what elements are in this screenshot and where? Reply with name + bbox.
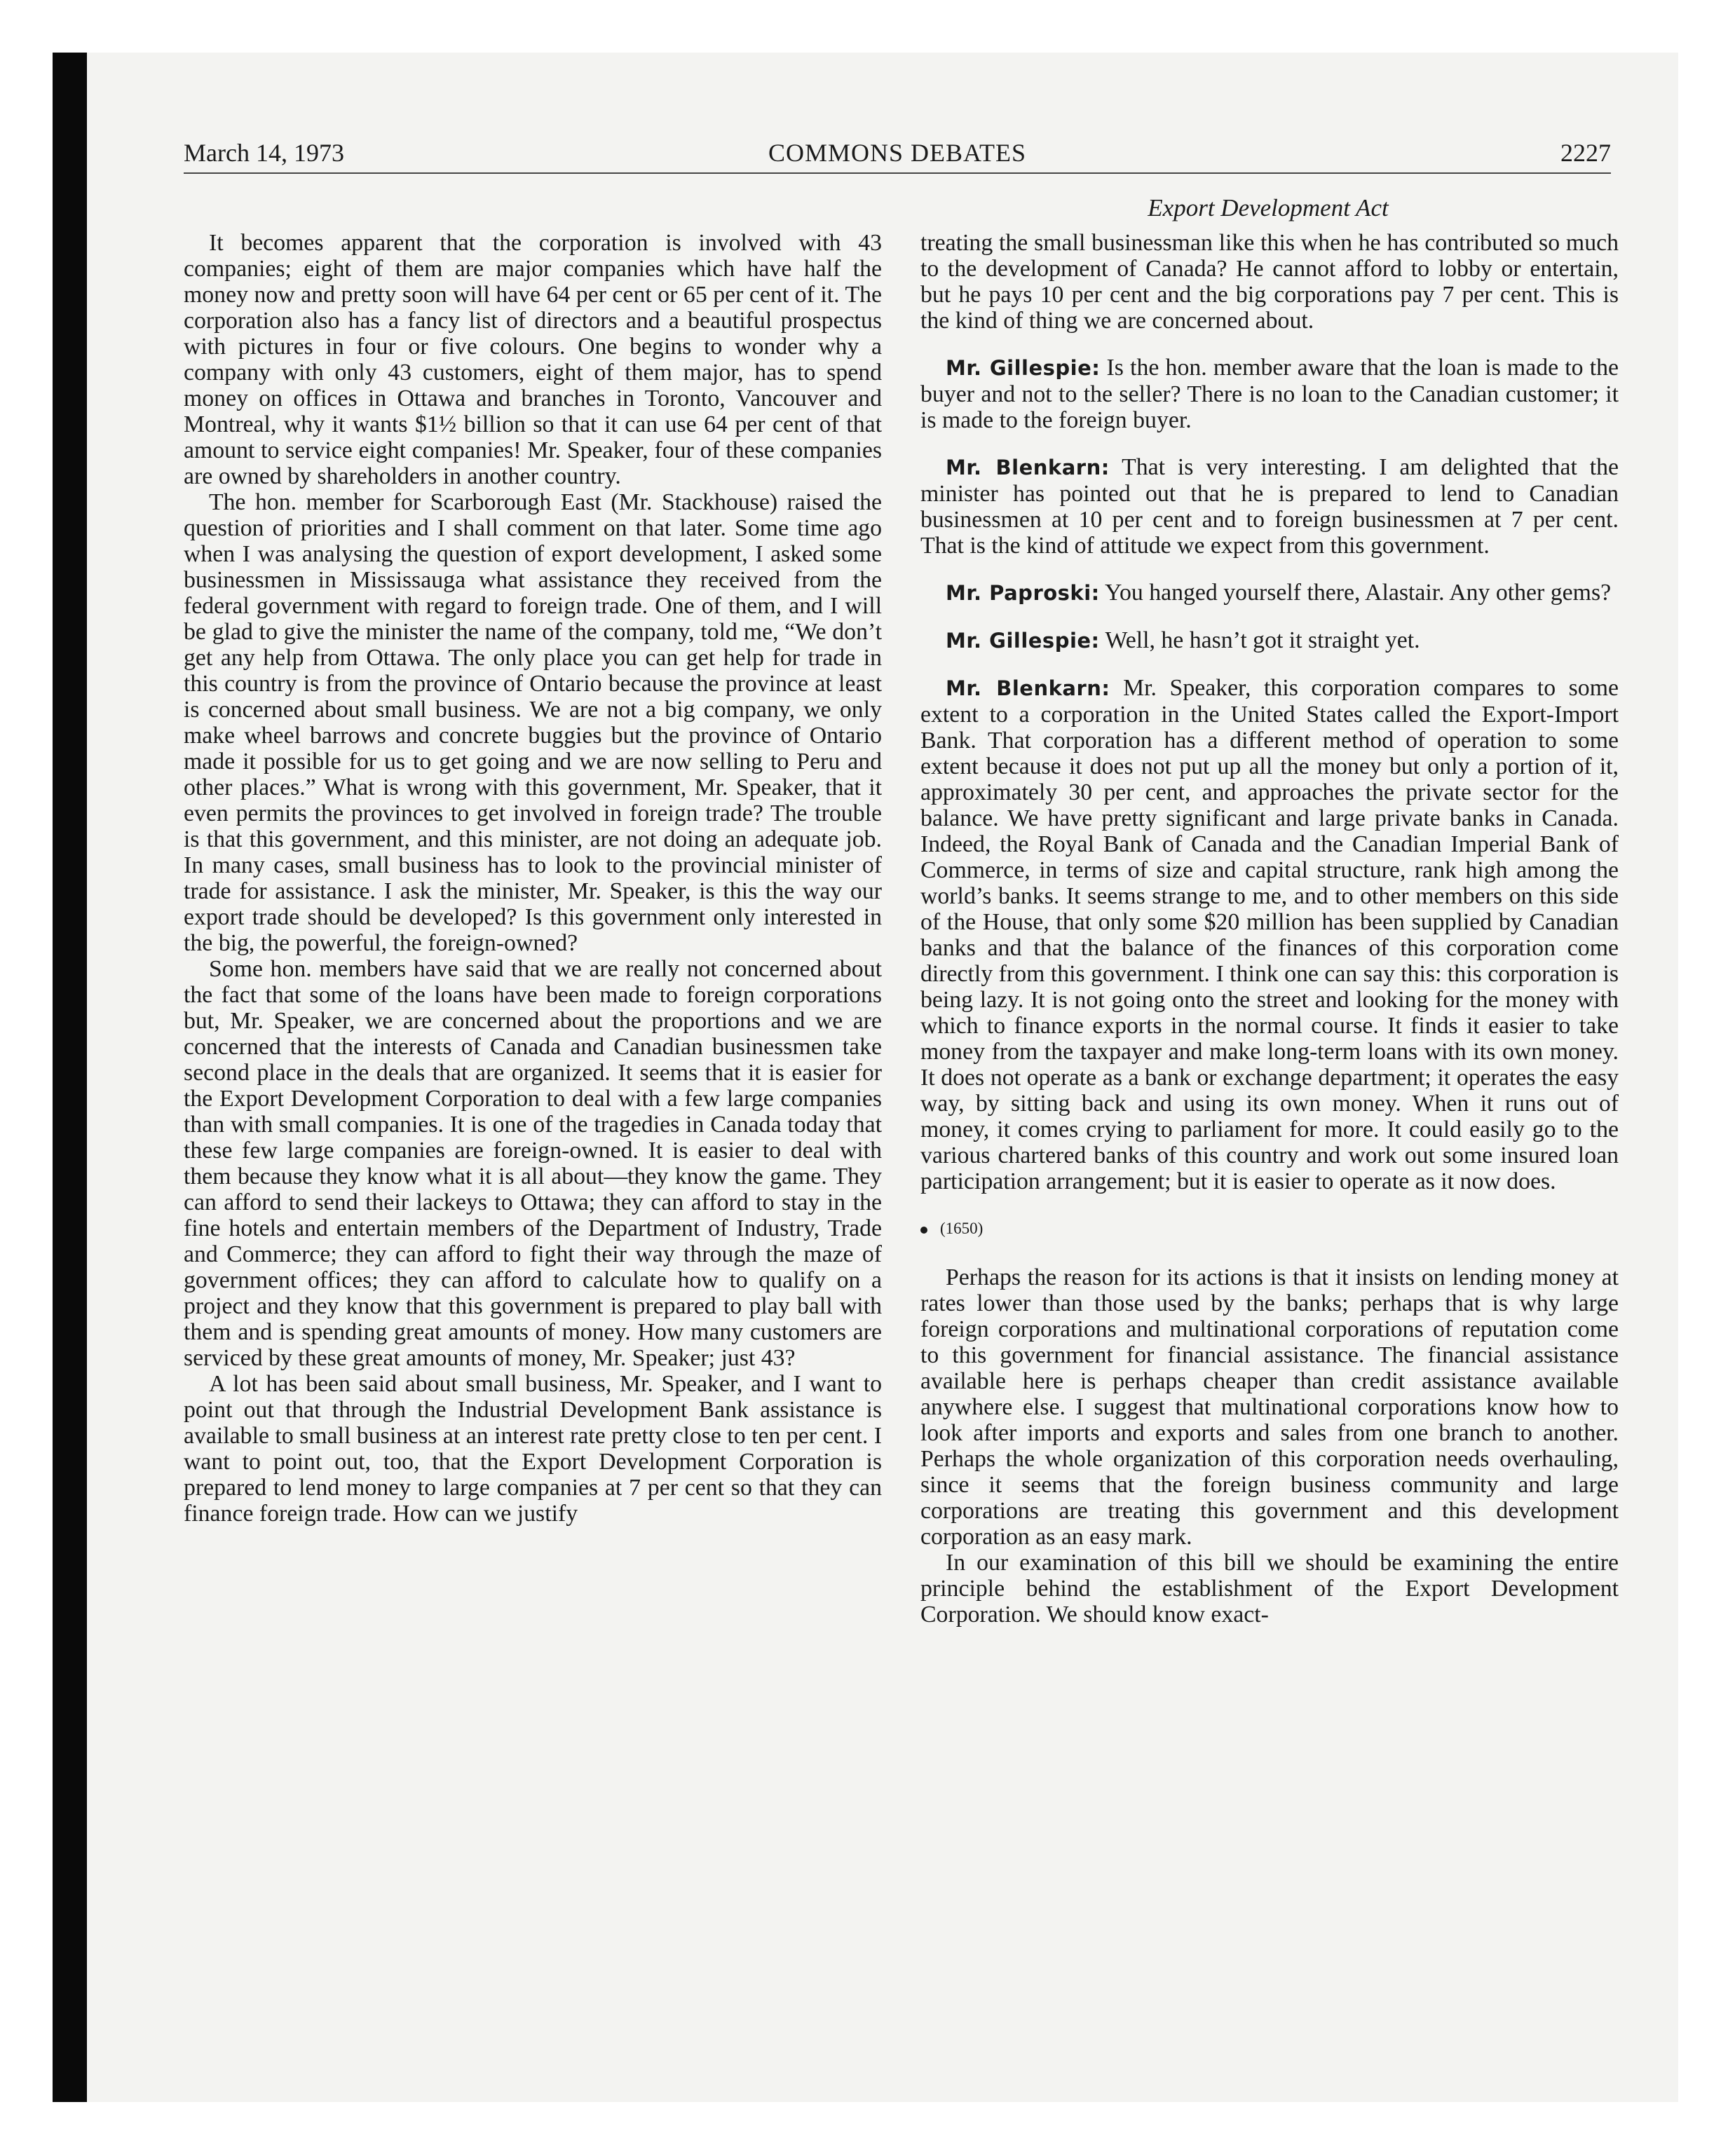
left-paragraph-2: The hon. member for Scarborough East (Mr. Stackhouse) raised the question of priorities and I shall comment on that later. Some time ago when I was analysing the question of export development, I asked some businessmen in Mississauga what assistance they received from the federal government with regard to foreign trade. One of them, and I will be glad to give the minister the name of the company, told me, “We don’t get any help from Ottawa. The only place you can get help for trade in this country is from the province of Ontario because the province at least is concerned about small business. We are not a big company, we only make wheel barrows and concrete buggies but the province of Ontario made it possible for us to get going and we are now selling to Peru and other places.” What is wrong with this government, Mr. Speaker, that it even permits the provinces to get involved in foreign trade? The trouble is that this government, and this minister, are not doing an adequate job. In many cases, small business has to look to the provincial minister of trade for assistance. I ask the minister, Mr. Speaker, is this the way our export trade should be developed? Is this government only interested in the big, the powerful, the foreign-owned? [184,489,882,956]
speech-gillespie-1 [920,355,1619,433]
right-paragraph-3: In our examination of this bill we should be examining the entire principle behind the establishment of the Export Development Corporation. We should know exact- [920,1550,1619,1628]
speech-text: Is the hon. member aware that the loan is made to the buyer and not to the seller? There is no loan to the Canadian customer; it is made to the foreign buyer. [920,355,1619,433]
speech-blenkarn-1 [920,454,1619,559]
time-marker [920,1218,1619,1239]
running-head [184,137,1611,174]
right-paragraph-1: treating the small businessman like this when he has contributed so much to the development of Canada? He cannot afford to lobby or entertain, but he pays 10 per cent and the big corporations pay 7 per cent. This is the kind of thing we are concerned about. [920,230,1619,334]
speech-paproski [920,580,1619,606]
speaker-name: Mr. Blenkarn: [946,456,1110,479]
right-paragraph-2: Perhaps the reason for its actions is that it insists on lending money at rates lower than those used by the banks; perhaps that is why large foreign corporations and multinational corporations of reputation come to this government for financial assistance. The financial assistance available here is perhaps cheaper than credit assistance available anywhere else. I suggest that multinational corporations know how to look after imports and exports and sales from one branch to another. Perhaps the whole organization of this corporation needs overhauling, since it seems that the foreign business community and large corporations are treating this government and this development corporation as an easy mark. [920,1264,1619,1550]
right-column [920,230,1619,1628]
speaker-name: Mr. Gillespie: [946,629,1100,653]
speech-text: Well, he hasn’t got it straight yet. [1105,627,1420,653]
speaker-name: Mr. Paproski: [946,581,1100,605]
bullet-icon [920,1227,927,1234]
speech-text: You hanged yourself there, Alastair. Any other gems? [1104,580,1612,606]
left-paragraph-1: It becomes apparent that the corporation is involved with 43 companies; eight of them are major companies which have half the money now and pretty soon will have 64 per cent or 65 per cent of it. The corporation also has a fancy list of directors and a beautiful prospectus with pictures in four or five colours. One begins to wonder why a company with only 43 customers, eight of them major, has to spend money on offices in Ottawa and branches in Toronto, Vancouver and Montreal, why it wants $1½ billion so that it can use 64 per cent of that amount to service eight companies! Mr. Speaker, four of these companies are owned by shareholders in another country. [184,230,882,489]
speech-gillespie-2 [920,627,1619,654]
left-paragraph-3: Some hon. members have said that we are really not concerned about the fact that some of the loans have been made to foreign corporations but, Mr. Speaker, we are concerned about the proportions and we are concerned that the interests of Canada and Canadian businessmen take second place in the deals that are organized. It seems that it is easier for the Export Development Corporation to deal with a few large companies than with small companies. It is one of the tragedies in Canada today that these few large companies are foreign-owned. It is easier to deal with them because they know what it is all about—they know the game. They can afford to send their lackeys to Ottawa; they can afford to stay in the fine hotels and entertain members of the Department of Industry, Trade and Commerce; they can afford to fight their way through the maze of government offices; they can afford to calculate how to qualify on a project and they know that this government is prepared to play ball with them and is spending great amounts of money. How many customers are serviced by these great amounts of money, Mr. Speaker; just 43? [184,956,882,1371]
header-publication: COMMONS DEBATES [768,139,1027,167]
section-title: Export Development Act [1148,194,1389,221]
left-paragraph-4: A lot has been said about small business, Mr. Speaker, and I want to point out that through the Industrial Development Bank assistance is available to small business at an interest rate pretty close to ten per cent. I want to point out, too, that the Export Development Corporation is prepared to lend money to large companies at 7 per cent so that they can finance foreign trade. How can we justify [184,1371,882,1527]
speech-text: That is very interesting. I am delighted that the minister has pointed out that he is prepared to lend to Canadian businessmen at 10 per cent and to foreign businessmen at 7 per cent. That is the kind of attitude we expect from this government. [920,454,1619,559]
left-column [184,230,882,1527]
time-marker-text: (1650) [940,1220,984,1237]
header-page-number: 2227 [1560,139,1611,167]
speaker-name: Mr. Gillespie: [946,356,1101,380]
speech-blenkarn-2 [920,675,1619,1194]
header-date: March 14, 1973 [184,139,344,167]
speech-text: Mr. Speaker, this corporation compares to some extent to a corporation in the United States called the Export-Import Bank. That corporation has a different method of operation to some extent because it does not put up all the money but only a portion of it, approximately 30 per cent, and approaches the private sector for the balance. We have pretty significant and large private banks in Canada. Indeed, the Royal Bank of Canada and the Canadian Imperial Bank of Commerce, in terms of size and capital structure, rank high among the world’s banks. It seems strange to me, and to other members on this side of the House, that only some $20 million has been supplied by Canadian banks and that the balance of the finances of this corporation come directly from this government. I think one can say this: this corporation is being lazy. It is not going onto the street and looking for the money with which to finance exports in the normal course. It finds it easier to take money from the taxpayer and make long-term loans with its own money. It does not operate as a bank or exchange department; it operates the easy way, by sitting back and using its own money. When it runs out of money, it comes crying to parliament for more. It could easily go to the various chartered banks of this country and work out some insured loan participation arrangement; but it is easier to operate as it now does. [920,675,1619,1194]
speaker-name: Mr. Blenkarn: [946,676,1110,700]
